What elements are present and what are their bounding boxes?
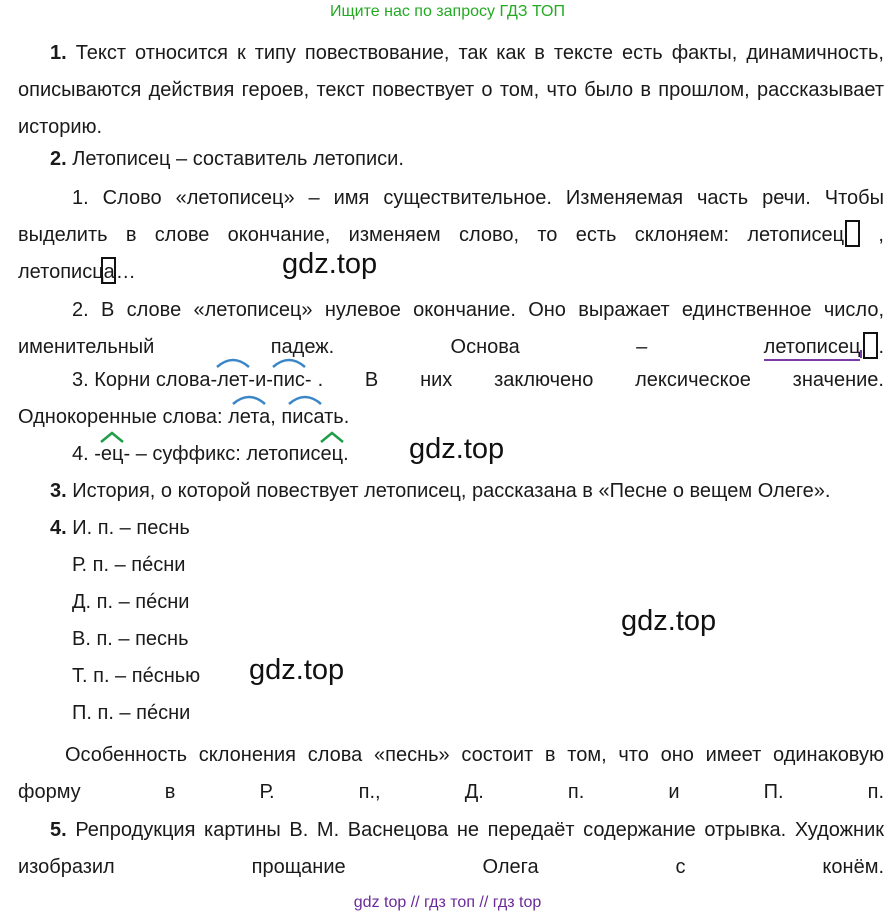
point-1-word: летописца bbox=[18, 261, 115, 283]
answer-1 bbox=[18, 35, 884, 146]
suffix-mark bbox=[99, 431, 125, 443]
answer-5-text: Репродукция картины В. М. Васнецова не передаёт содержание отрывка. Художник изобразил прощание Олега с конём. bbox=[18, 819, 884, 878]
answer-2-point-3 bbox=[72, 368, 884, 392]
answer-5 bbox=[18, 812, 884, 886]
watermark: gdz.top bbox=[282, 248, 378, 280]
answer-4-case-2: Р. п. – пéсни bbox=[72, 554, 186, 576]
point-2-text: 2. В слове «летописец» нулевое окончание. Оно выражает единственное число, именительный падеж. Основа – bbox=[18, 299, 884, 358]
root-arc bbox=[231, 393, 267, 405]
answer-4-case-4: В. п. – песнь bbox=[72, 628, 189, 650]
answer-4-note: Особенность склонения слова «песнь» состоит в том, что оно имеет одинаковую форму в Р. п., Д. п. и П. п. bbox=[18, 744, 884, 803]
answer-2-heading bbox=[50, 147, 404, 171]
answer-5-number: 5. bbox=[50, 819, 67, 841]
point-3-text-2: . В них заключено лексическое значение. bbox=[317, 369, 884, 391]
suffix-ets-in-word: ец bbox=[321, 442, 344, 466]
top-search-link[interactable]: Ищите нас по запросу ГДЗ ТОП bbox=[330, 3, 565, 20]
root-arc bbox=[215, 356, 251, 368]
point-3-text: 3. Корни слова bbox=[72, 369, 211, 391]
root-let: -лет- bbox=[210, 368, 255, 392]
ending-box bbox=[863, 332, 878, 359]
root-pis: -пис- bbox=[266, 368, 311, 392]
answer-4-number: 4. bbox=[50, 517, 67, 539]
answer-3-number: 3. bbox=[50, 480, 67, 502]
point-4-number: 4. bbox=[72, 443, 89, 465]
answer-1-text: Текст относится к типу повествование, так как в тексте есть факты, динамичность, описываются действия героев, текст повествует о том, что было в прошлом, рассказывает историю. bbox=[18, 42, 884, 138]
point-1-text: 1. Слово «летописец» – имя существительное. Изменяемая часть речи. Чтобы выделить в слове окончание, изменяем слово, то есть склоняем: летописец bbox=[18, 187, 884, 246]
answer-3-text: История, о которой повествует летописец, рассказана в «Песне о вещем Олеге». bbox=[72, 480, 831, 502]
answer-3 bbox=[50, 479, 830, 503]
answer-2-point-1-cont bbox=[18, 257, 136, 284]
watermark: gdz.top bbox=[249, 654, 345, 686]
answer-4-case-6: П. п. – пéсни bbox=[72, 702, 191, 724]
suffix-ets: -ец- bbox=[94, 442, 130, 466]
answer-1-number: 1. bbox=[50, 42, 67, 64]
ending-box bbox=[101, 257, 116, 284]
answer-4-case-3: Д. п. – пéсни bbox=[72, 591, 190, 613]
answer-2-number: 2. bbox=[50, 148, 67, 170]
answer-2-point-2 bbox=[18, 292, 884, 366]
root-arc bbox=[287, 393, 323, 405]
point-2-dot: . bbox=[878, 336, 884, 358]
point-1-comma: , bbox=[860, 224, 884, 246]
answer-2-text: Летописец – составитель летописи. bbox=[72, 148, 404, 170]
word-pisat: писать bbox=[281, 405, 343, 429]
answer-2-point-3-cont: Однокоренные слова: лета, писать. bbox=[18, 405, 349, 429]
answer-4-case-5: Т. п. – пéснью bbox=[72, 665, 201, 687]
ending-box bbox=[845, 220, 860, 247]
word-base: летописец bbox=[764, 336, 861, 361]
answer-2-point-4: 4. -ец- – суффикс: летопис ец. bbox=[72, 442, 349, 466]
word-leta: лета bbox=[228, 405, 270, 429]
base-tick bbox=[860, 350, 862, 358]
root-arc bbox=[271, 356, 307, 368]
suffix-mark bbox=[319, 431, 345, 443]
watermark: gdz.top bbox=[621, 605, 717, 637]
point-3-text-3: Однокоренные слова: bbox=[18, 406, 223, 428]
answer-2-point-1 bbox=[18, 180, 884, 254]
point-3-and: и bbox=[255, 369, 267, 391]
point-4-text: – суффикс: летопис bbox=[130, 443, 321, 465]
watermark: gdz.top bbox=[409, 433, 505, 465]
footer-links[interactable]: gdz top // гдз топ // гдз top bbox=[353, 894, 542, 911]
point-1-ellipsis: … bbox=[115, 261, 136, 283]
answer-4-case-1: 4. И. п. – песнь bbox=[50, 517, 190, 539]
